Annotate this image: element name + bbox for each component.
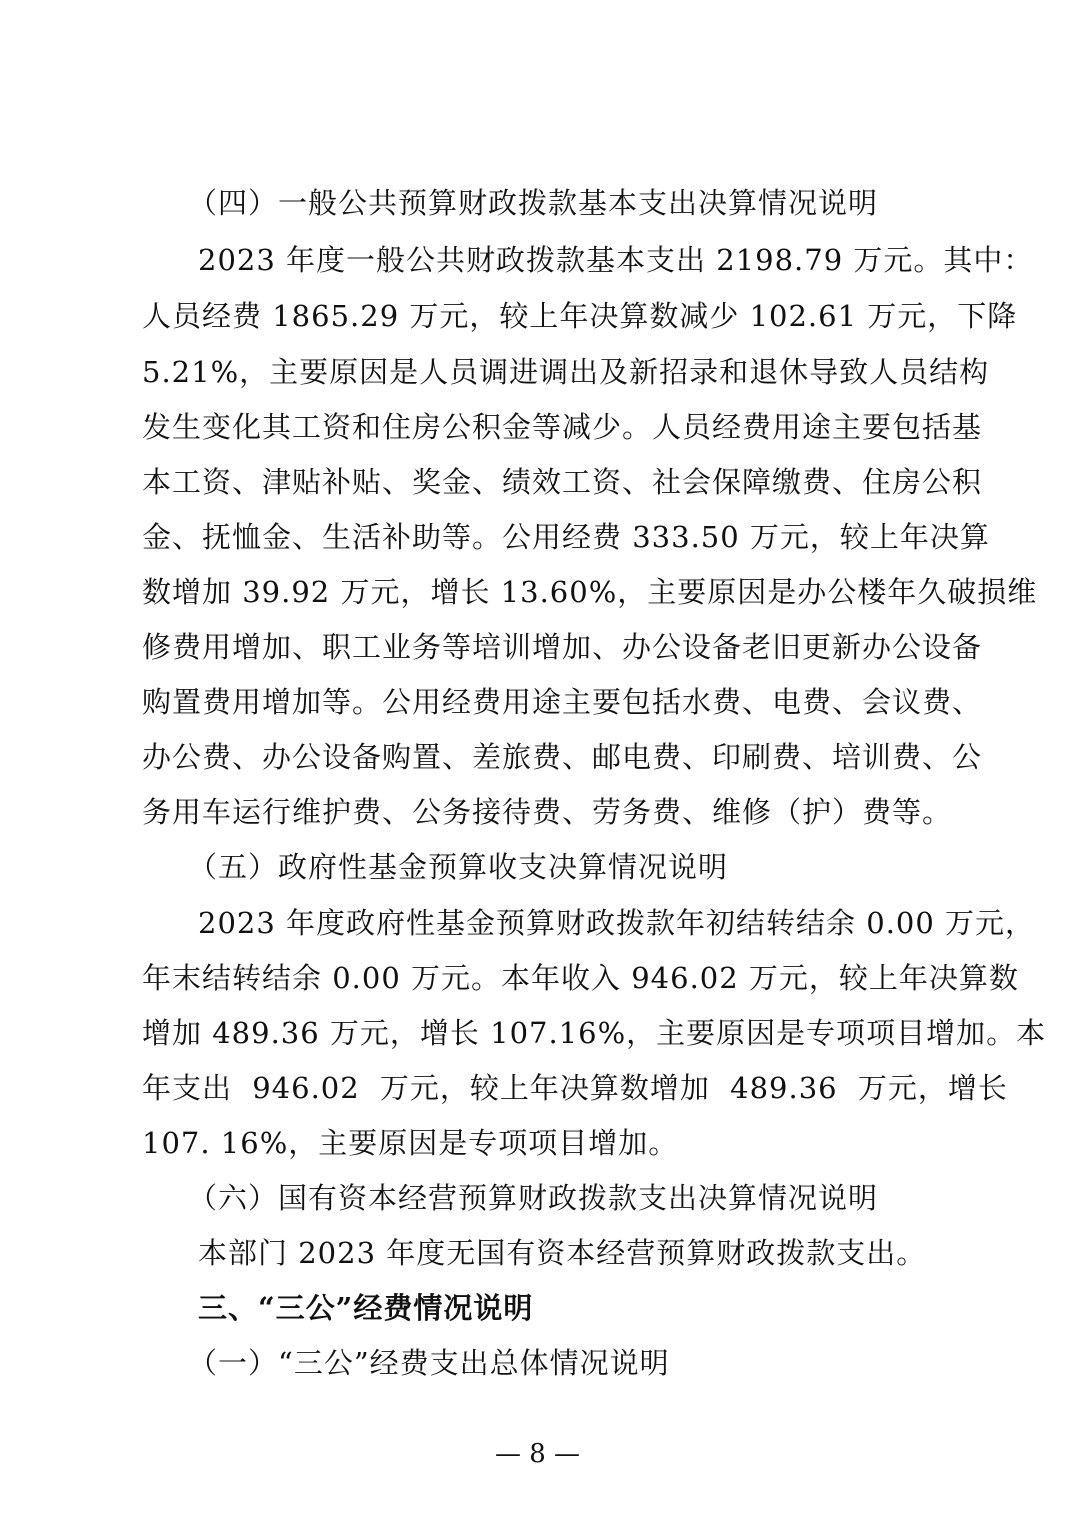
paragraph-line: 5.21%，主要原因是人员调进调出及新招录和退休导致人员结构 [142, 355, 990, 389]
paragraph-line: 2023 年度一般公共财政拨款基本支出 2198.79 万元。其中： [198, 243, 1034, 277]
paragraph-line: 2023 年度政府性基金预算财政拨款年初结转结余 0.00 万元， [198, 906, 1036, 940]
paragraph-line: 107. 16%，主要原因是专项项目增加。 [142, 1126, 679, 1160]
section-heading-5: （五）政府性基金预算收支决算情况说明 [188, 850, 729, 884]
paragraph-line: 本工资、津贴补贴、奖金、绩效工资、社会保障缴费、住房公积 [142, 465, 983, 499]
paragraph-line: 发生变化其工资和住房公积金等减少。人员经费用途主要包括基 [142, 410, 983, 444]
paragraph-line: 购置费用增加等。公用经费用途主要包括水费、电费、会议费、 [142, 685, 983, 719]
paragraph-line: 务用车运行维护费、公务接待费、劳务费、维修（护）费等。 [142, 795, 953, 829]
chapter-heading-3: 三、“三公”经费情况说明 [198, 1291, 534, 1325]
page-number: — 8 — [494, 1439, 581, 1469]
paragraph-line: 人员经费 1865.29 万元，较上年决算数减少 102.61 万元，下降 [142, 299, 1018, 333]
paragraph-line: 本部门 2023 年度无国有资本经营预算财政拨款支出。 [198, 1236, 927, 1270]
subsection-heading-1: （一）“三公”经费支出总体情况说明 [188, 1346, 670, 1380]
paragraph-line: 修费用增加、职工业务等培训增加、办公设备老旧更新办公设备 [142, 630, 983, 664]
paragraph-line: 数增加 39.92 万元，增长 13.60%，主要原因是办公楼年久破损维 [142, 575, 1038, 609]
paragraph-line: 增加 489.36 万元，增长 107.16%，主要原因是专项项目增加。本 [142, 1016, 1047, 1050]
paragraph-line: 办公费、办公设备购置、差旅费、邮电费、印刷费、培训费、公 [142, 740, 983, 774]
section-heading-6: （六）国有资本经营预算财政拨款支出决算情况说明 [188, 1181, 879, 1215]
section-heading-4: （四）一般公共预算财政拨款基本支出决算情况说明 [188, 186, 879, 220]
paragraph-line: 年支出 946.02 万元，较上年决算数增加 489.36 万元，增长 [142, 1071, 1008, 1105]
paragraph-line: 年末结转结余 0.00 万元。本年收入 946.02 万元，较上年决算数 [142, 961, 1019, 995]
paragraph-line: 金、抚恤金、生活补助等。公用经费 333.50 万元，较上年决算 [142, 520, 990, 554]
